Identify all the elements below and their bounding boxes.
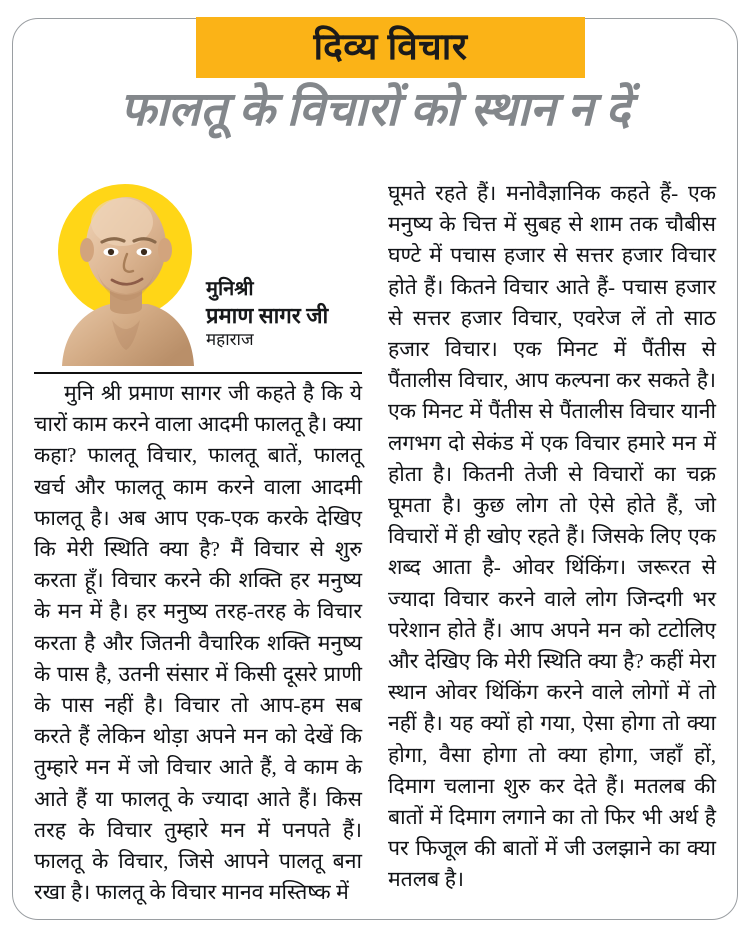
author-name: प्रमाण सागर जी (206, 302, 329, 328)
left-column-body (34, 378, 362, 908)
author-block (34, 178, 362, 366)
left-column-paragraph: मुनि श्री प्रमाण सागर जी कहते है कि ये चारों काम करने वाला आदमी फालतू है। क्या कहा? फालतू विचार, फालतू बातें, फालतू खर्च और फालतू काम करने वाला आदमी फालतू है। अब आप एक-एक करके देखिए कि मेरी स्थिति क्या है? मैं विचार से शुरु करता हूँ। विचार करने की शक्ति हर मनुष्य के मन में है। हर मनुष्य तरह-तरह के विचार करता है और जितनी वैचारिक शक्ति मनुष्य के पास है, उतनी संसार में किसी दूसरे प्राणी के पास नहीं है। विचार तो आप-हम सब करते हैं लेकिन थोड़ा अपने मन को देखें कि तुम्हारे मन में जो विचार आते हैं, वे काम के आते हैं या फालतू के ज्यादा आते हैं। किस तरह के विचार तुम्हारे मन में पनपते हैं। फालतू के विचार, जिसे आपने पालतू बना रखा है। फालतू के विचार मानव मस्तिष्क में (34, 381, 362, 905)
right-column-body (388, 178, 716, 896)
author-suffix: महाराज (206, 329, 254, 349)
monk-portrait-illustration (52, 180, 198, 366)
page-title: फालतू के विचारों को स्थान न दें (119, 84, 631, 136)
article-columns (34, 178, 716, 905)
left-column (34, 178, 362, 905)
right-column-paragraph: घूमते रहते हैं। मनोवैज्ञानिक कहते हैं- एक मनुष्य के चित्त में सुबह से शाम तक चौबीस घण्टे में पचास हजार से सत्तर हजार विचार होते हैं। कितने विचार आते हैं- पचास हजार से सत्तर हजार विचार, एवरेज लें तो साठ हजार विचार। एक मिनट में पैंतीस से पैंतालीस विचार, आप कल्पना कर सकते है। एक मिनट में पैंतीस से पैंतालीस विचार यानी लगभग दो सेकंड में एक विचार हमारे मन में होता है। कितनी तेजी से विचारों का चक्र घूमता है। कुछ लोग तो ऐसे होते हैं, जो विचारों में ही खोए रहते हैं। जिसके लिए एक शब्द आता है- ओवर थिंकिंग। जरूरत से ज्यादा विचार करने वाले लोग जिन्दगी भर परेशान होते हैं। आप अपने मन को टटोलिए और देखिए कि मेरी स्थिति क्या है? कहीं मेरा स्थान ओवर थिंकिंग करने वाले लोगों में तो नहीं है। यह क्यों हो गया, ऐसा होगा तो क्या होगा, वैसा होगा तो क्या होगा, जहाँ हों, दिमाग चलाना शुरु कर देते हैं। मतलब की बातों में दिमाग लगाने का तो फिर भी अर्थ है पर फिजूल की बातों में जी उलझाने का क्या मतलब है। (388, 181, 716, 892)
right-column (388, 178, 716, 894)
column-divider (34, 372, 362, 374)
kicker-banner (196, 17, 585, 78)
author-honorific: मुनिश्री (206, 278, 254, 300)
author-credit (206, 278, 362, 350)
author-portrait (52, 180, 198, 366)
kicker-label: दिव्य विचार (313, 27, 468, 68)
